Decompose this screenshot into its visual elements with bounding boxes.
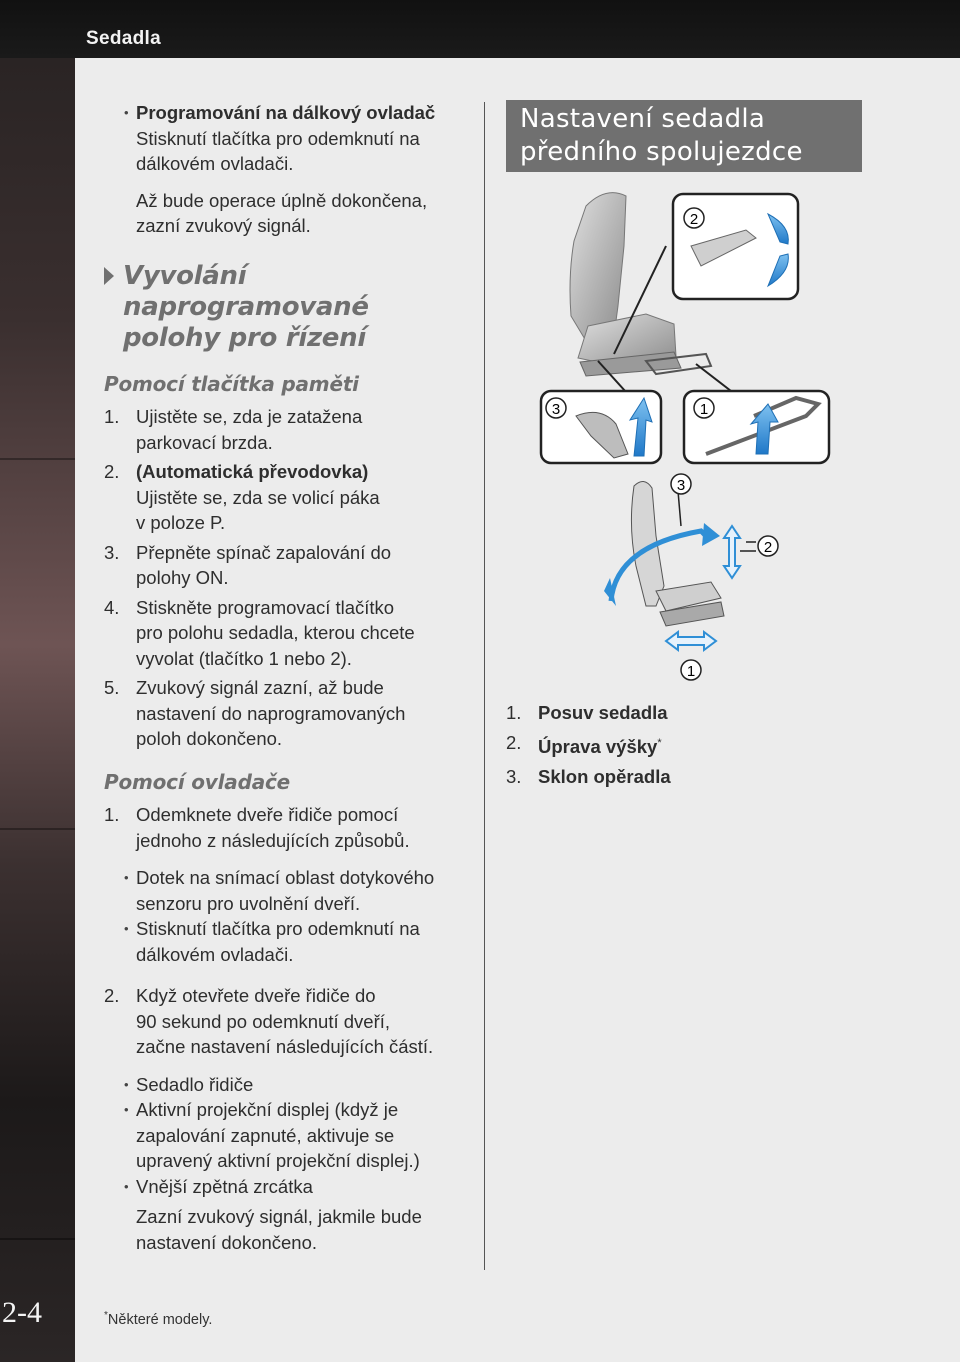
footnote-marker: *: [657, 737, 662, 749]
adjusted-parts-list: [104, 1072, 474, 1200]
bullet-line: • Stisknutí tlačítka pro odemknutí na: [136, 918, 420, 939]
list-item: [104, 540, 474, 591]
seat-adjustment-figure: [506, 186, 862, 686]
step-number: 2.: [104, 985, 120, 1006]
bullet-line: senzoru pro uvolnění dveří.: [136, 892, 361, 914]
list-item: [104, 802, 474, 853]
list-item: [104, 675, 474, 752]
section-title-line: Nastavení sedadla: [520, 104, 766, 134]
subsection-heading: Pomocí ovladače: [104, 769, 291, 794]
column-divider: [484, 102, 485, 1270]
list-item: [506, 728, 862, 762]
legend-number: 1.: [506, 702, 522, 723]
unlock-method-list: [104, 865, 474, 967]
section-heading: [104, 261, 474, 354]
step-line: v poloze P.: [136, 512, 226, 533]
seat-line-drawing: [604, 474, 778, 680]
bullet-line: dálkovém ovladači.: [136, 943, 294, 965]
memory-button-steps: [104, 404, 474, 752]
list-item: [136, 865, 474, 916]
callout-2-label-b: 2: [763, 539, 773, 556]
legend-label: Sklon opěradla: [538, 766, 671, 788]
callout-3-label-b: 3: [676, 477, 686, 494]
step-line: Odemknete dveře řidiče pomocí: [136, 804, 399, 825]
legend-label: Úprava výšky: [538, 736, 658, 758]
bullet-line: • Aktivní projekční displej (když je: [136, 1099, 399, 1120]
list-item: [506, 698, 862, 728]
step-number: 1.: [104, 804, 120, 825]
list-item: [136, 1174, 474, 1200]
paragraph-line: zazní zvukový signál.: [136, 215, 311, 236]
list-item: [136, 916, 474, 967]
step-line: parkovací brzda.: [136, 431, 273, 453]
footnote: [104, 1310, 212, 1328]
step-line: Stiskněte programovací tlačítko: [136, 596, 395, 618]
header-bar: [0, 0, 960, 58]
heading-line: polohy pro řízení: [123, 322, 366, 353]
list-item: [136, 1097, 474, 1174]
side-decor-strip: [0, 58, 75, 1362]
paragraph: [104, 1204, 474, 1255]
remote-steps: [104, 802, 474, 853]
paragraph-line: nastavení dokončeno.: [136, 1231, 318, 1253]
bullet-text: Stisknutí tlačítka pro odemknutí na: [136, 127, 420, 149]
callout-2-label: 2: [689, 211, 699, 228]
bullet-line: • Vnější zpětná zrcátka: [136, 1175, 313, 1197]
bullet-line: upravený aktivní projekční displej.): [136, 1150, 420, 1171]
list-item: [104, 404, 474, 455]
callout-3-label: 3: [551, 401, 561, 418]
subsection-heading: Pomocí tlačítka paměti: [104, 371, 359, 396]
list-item: [136, 100, 474, 177]
remote-steps-cont: [104, 983, 474, 1060]
step-number: 4.: [104, 596, 120, 618]
heading-marker-icon: [104, 267, 114, 285]
list-item: [104, 595, 474, 672]
side-strip-seam: [0, 1238, 75, 1240]
bullet-line: • Dotek na snímací oblast dotykového: [136, 867, 435, 888]
bullet-line: zapalování zapnuté, aktivuje se: [136, 1124, 395, 1146]
heading-line: Vyvolání naprogramované: [123, 260, 369, 322]
callout-inset-3: [541, 361, 661, 463]
step-line: pro polohu sedadla, kterou chcete: [136, 622, 415, 643]
step-number: 5.: [104, 677, 120, 698]
section-title-line: předního spolujezdce: [520, 137, 803, 167]
legend-number: 3.: [506, 766, 522, 788]
step-line: Když otevřete dveře řidiče do: [136, 985, 376, 1006]
footnote-text: Některé modely.: [107, 1311, 213, 1328]
step-line: 90 sekund po odemknutí dveří,: [136, 1010, 391, 1032]
step-line: vyvolat (tlačítko 1 nebo 2).: [136, 647, 352, 669]
step-line: poloh dokončeno.: [136, 728, 283, 749]
list-item: [104, 459, 474, 536]
step-number: 2.: [104, 461, 120, 482]
step-line: Zvukový signál zazní, až bude: [136, 677, 384, 698]
section-title-box: [506, 100, 862, 172]
side-strip-seam: [0, 828, 75, 830]
bullet-bold-text: • Programování na dálkový ovladač: [136, 102, 436, 123]
step-line: jednoho z následujících způsobů.: [136, 829, 410, 851]
page-number: 2-4: [2, 1296, 42, 1329]
callout-1-label: 1: [699, 401, 709, 418]
intro-bullet-list: [104, 100, 474, 177]
list-item: [136, 1072, 474, 1098]
right-column: [506, 100, 862, 172]
step-line: Ujistěte se, zda se volicí páka: [136, 486, 380, 508]
step-bold-line: (Automatická převodovka): [136, 461, 369, 482]
list-item: [506, 762, 862, 792]
legend-label: Posuv sedadla: [538, 702, 668, 723]
section-title: Sedadla: [86, 28, 161, 49]
step-number: 3.: [104, 541, 120, 563]
footnote-star: *: [104, 1310, 108, 1321]
list-item: [104, 983, 474, 1060]
step-number: 1.: [104, 406, 120, 427]
step-line: nastavení do naprogramovaných: [136, 702, 406, 724]
paragraph-line: Až bude operace úplně dokončena,: [136, 189, 428, 211]
figure-legend: [506, 698, 862, 792]
step-line: polohy ON.: [136, 567, 229, 588]
step-line: Přepněte spínač zapalování do: [136, 541, 392, 563]
paragraph-line: Zazní zvukový signál, jakmile bude: [136, 1206, 422, 1227]
side-strip-seam: [0, 458, 75, 460]
paragraph: [104, 188, 474, 239]
callout-1-label-b: 1: [686, 663, 696, 680]
step-line: Ujistěte se, zda je zatažena: [136, 406, 363, 427]
bullet-text: dálkovém ovladači.: [136, 153, 294, 174]
seat-diagram-svg: [506, 186, 862, 686]
bullet-line: • Sedadlo řidiče: [136, 1073, 254, 1095]
legend-number: 2.: [506, 732, 522, 753]
callout-inset-1: [684, 364, 829, 463]
step-line: začne nastavení následujících částí.: [136, 1036, 434, 1057]
left-column: [104, 100, 474, 1255]
